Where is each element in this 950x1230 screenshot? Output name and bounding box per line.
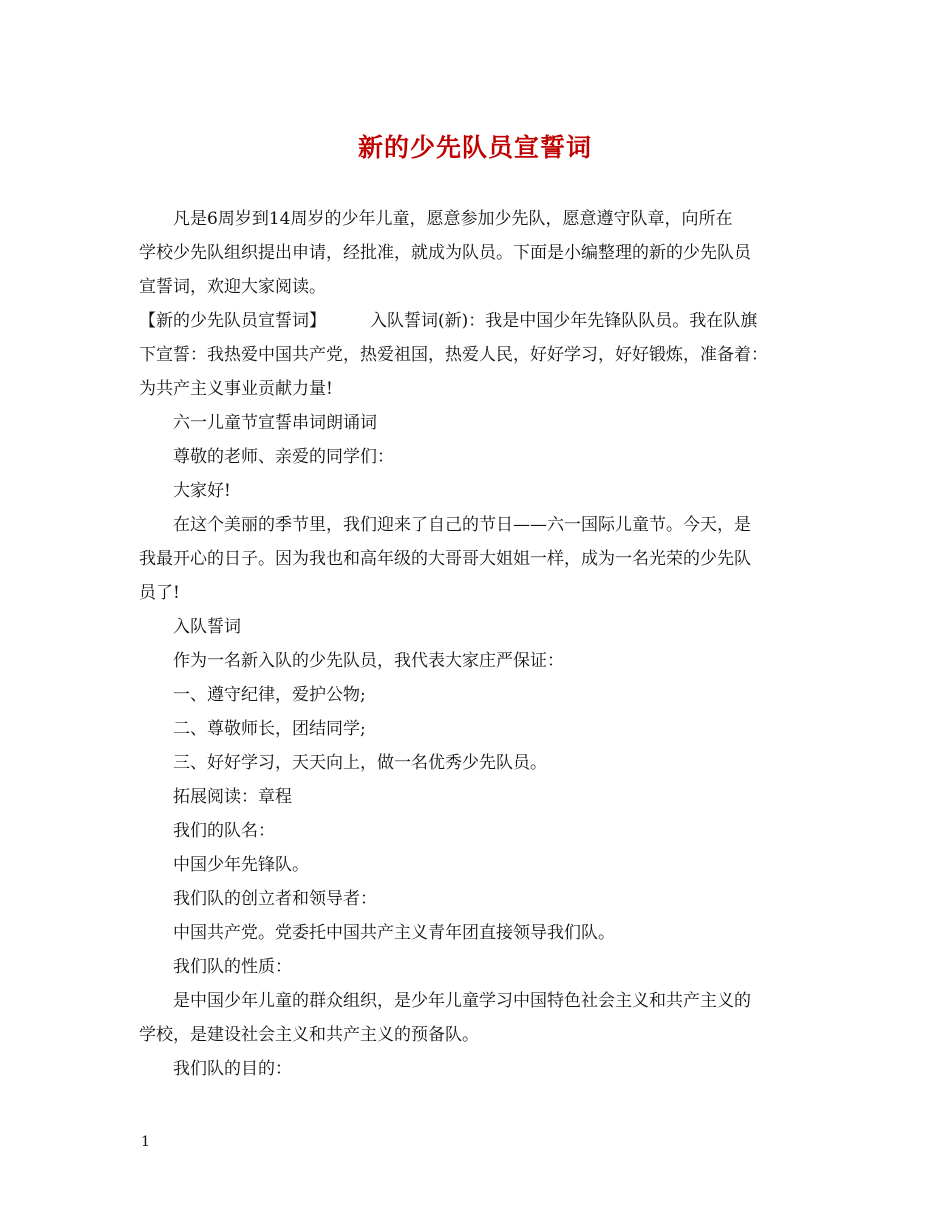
oath-item-3: 三、好好学习，天天向上，做一名优秀少先队员。 [173, 753, 547, 773]
team-name-answer: 中国少年先锋队。 [173, 855, 309, 875]
purpose-question: 我们队的目的： [173, 1059, 292, 1079]
oath-heading-rest: 入队誓词(新)：我是中国少年先锋队队员。我在队旗 [370, 311, 758, 331]
page-title: 新的少先队员宣誓词 [357, 133, 592, 162]
team-name-question: 我们的队名： [173, 821, 275, 841]
extended-reading: 拓展阅读：章程 [173, 787, 292, 807]
oath-heading-line-3: 为共产主义事业贡献力量! [139, 379, 333, 399]
nature-answer-line-2: 学校，是建设社会主义和共产主义的预备队。 [139, 1025, 479, 1045]
greeting: 尊敬的老师、亲爱的同学们： [173, 447, 394, 467]
oath-heading-line-1 [139, 304, 829, 338]
festival-line-2: 我最开心的日子。因为我也和高年级的大哥哥大姐姐一样，成为一名光荣的少先队 [139, 549, 751, 569]
founder-answer: 中国共产党。党委托中国共产主义青年团直接领导我们队。 [173, 923, 615, 943]
oath-heading-line-2: 下宣誓：我热爱中国共产党，热爱祖国，热爱人民，好好学习，好好锻炼，准备着： [139, 345, 768, 365]
festival-line-3: 员了! [139, 583, 180, 603]
speech-title: 六一儿童节宣誓串词朗诵词 [173, 413, 377, 433]
founder-question: 我们队的创立者和领导者： [173, 889, 377, 909]
nature-question: 我们队的性质： [173, 957, 292, 977]
oath-item-2: 二、尊敬师长，团结同学; [173, 719, 366, 739]
hello: 大家好! [173, 481, 231, 501]
oath-heading-bracket: 【新的少先队员宣誓词】 [139, 311, 326, 331]
page-number: 1 [141, 1134, 150, 1150]
oath-title: 入队誓词 [173, 617, 241, 637]
intro-line-2: 学校少先队组织提出申请，经批准，就成为队员。下面是小编整理的新的少先队员 [139, 243, 751, 263]
document-body [139, 202, 829, 1086]
oath-item-1: 一、遵守纪律，爱护公物; [173, 685, 366, 705]
intro-line-1: 凡是6周岁到14周岁的少年儿童，愿意参加少先队，愿意遵守队章，向所在 [173, 209, 733, 229]
oath-intro: 作为一名新入队的少先队员，我代表大家庄严保证： [173, 651, 564, 671]
intro-line-3: 宣誓词，欢迎大家阅读。 [139, 277, 326, 297]
nature-answer-line-1: 是中国少年儿童的群众组织，是少年儿童学习中国特色社会主义和共产主义的 [173, 991, 751, 1011]
festival-line-1: 在这个美丽的季节里，我们迎来了自己的节日——六一国际儿童节。今天，是 [173, 515, 751, 535]
